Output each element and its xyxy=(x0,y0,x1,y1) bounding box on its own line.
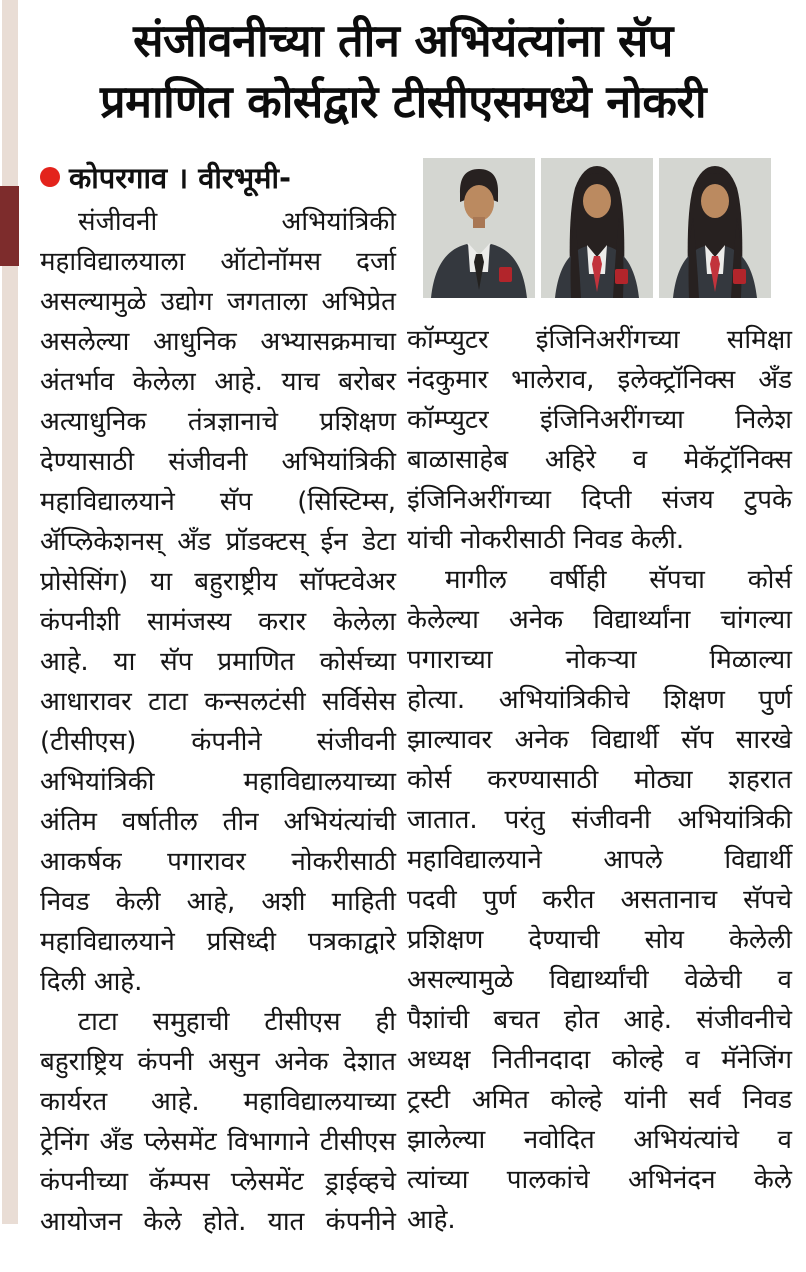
article-line: झाल्यावर अनेक विद्यार्थी सॅप सारखे xyxy=(407,725,792,755)
article-line: दिली आहे. xyxy=(40,967,143,997)
article-line: देण्यासाठी संजीवनी अभियांत्रिकी xyxy=(40,447,396,477)
article-line: कॉम्प्युटर इंजिनिअरींगच्या समिक्षा xyxy=(407,325,792,355)
right-column xyxy=(407,156,792,1240)
article-line: संजीवनी अभियांत्रिकी xyxy=(78,207,396,237)
headline xyxy=(24,10,782,132)
red-dot-icon xyxy=(40,167,60,187)
article-line: महाविद्यालयाने आपले विद्यार्थी xyxy=(407,845,792,875)
article-line: इंजिनिअरींगच्या दिप्ती संजय टुपके xyxy=(407,485,792,515)
article-line: आहे. या सॅप प्रमाणित कोर्सच्या xyxy=(40,647,396,677)
article-line: टाटा समुहाची टीसीएस ही xyxy=(78,1007,396,1037)
article-line: मागील वर्षीही सॅपचा कोर्स xyxy=(445,565,792,595)
article-line: कोर्स करण्यासाठी मोठ्या शहरात xyxy=(407,765,792,795)
article-line: महाविद्यालयाने सॅप (सिस्टिम्स, xyxy=(40,487,396,517)
article-line: कंपनीच्या कॅम्पस प्लेसमेंट ड्राईव्हचे xyxy=(40,1167,396,1197)
article-line: झालेल्या नवोदित अभियंत्यांचे व xyxy=(407,1125,792,1155)
article-line: केलेल्या अनेक विद्यार्थ्यांना चांगल्या xyxy=(407,605,792,635)
article-line: त्यांच्या पालकांचे अभिनंदन केले xyxy=(407,1165,792,1195)
article-line: प्रोसेसिंग) या बहुराष्ट्रीय सॉफ्टवेअर xyxy=(40,567,396,597)
article-line: अत्याधुनिक तंत्रज्ञानाचे प्रशिक्षण xyxy=(40,407,396,437)
article-line: अध्यक्ष नितीनदादा कोल्हे व मॅनेजिंग xyxy=(407,1045,792,1075)
article-line: आहे. xyxy=(407,1205,456,1235)
page-edge-maroon-block xyxy=(0,186,19,266)
article-line: बहुराष्ट्रिय कंपनी असुन अनेक देशात xyxy=(40,1047,396,1077)
article-line: आयोजन केले होते. यात कंपनीने xyxy=(40,1207,396,1237)
student-portrait-female-2 xyxy=(659,158,771,298)
article-line: असल्यामुळे विद्यार्थ्यांची वेळेची व xyxy=(407,965,792,995)
article-line: होत्या. अभियांत्रिकीचे शिक्षण पुर्ण xyxy=(407,685,792,715)
article-line: पदवी पुर्ण करीत असतानाच सॅपचे xyxy=(407,885,792,915)
article-line: जातात. परंतु संजीवनी अभियांत्रिकी xyxy=(407,805,792,835)
article-line: कंपनीशी सामंजस्य करार केलेला xyxy=(40,607,396,637)
article-line: बाळासाहेब अहिरे व मेकॅट्रॉनिक्स xyxy=(407,445,792,475)
left-column-text xyxy=(40,202,396,1242)
page-edge-strip xyxy=(2,0,18,1224)
article-line: (टीसीएस) कंपनीने संजीवनी xyxy=(40,727,396,757)
article-line: प्रशिक्षण देण्याची सोय केलेली xyxy=(407,925,792,955)
dateline-text: कोपरगाव । वीरभूमी- xyxy=(69,160,292,195)
article-line: नंदकुमार भालेराव, इलेक्ट्रॉनिक्स अँड xyxy=(407,365,792,395)
article-line: असल्यामुळे उद्योग जगताला अभिप्रेत xyxy=(40,287,396,317)
student-portrait-female-1 xyxy=(541,158,653,298)
left-column xyxy=(40,156,396,1242)
article-line: यांची नोकरीसाठी निवड केली. xyxy=(407,525,685,555)
article-line: कॉम्प्युटर इंजिनिअरींगच्या निलेश xyxy=(407,405,792,435)
article-line: महाविद्यालयाला ऑटोनॉमस दर्जा xyxy=(40,247,396,277)
headline-line-2: प्रमाणित कोर्सद्वारे टीसीएसमध्ये नोकरी xyxy=(100,75,706,128)
article-line: महाविद्यालयाने प्रसिध्दी पत्रकाद्वारे xyxy=(40,927,396,957)
student-portrait-male xyxy=(423,158,535,298)
article-line: पैशांची बचत होत आहे. संजीवनीचे xyxy=(407,1005,792,1035)
article-line: आकर्षक पगारावर नोकरीसाठी xyxy=(40,847,396,877)
article-line: कार्यरत आहे. महाविद्यालयाच्या xyxy=(40,1087,396,1117)
article-line: अंतिम वर्षातील तीन अभियंत्यांची xyxy=(40,807,396,837)
headline-line-1: संजीवनीच्या तीन अभियंत्यांना सॅप xyxy=(133,14,673,67)
article-line: ॲप्लिकेशनस् अँड प्रॉडक्टस् ईन डेटा xyxy=(40,527,396,557)
article-line: निवड केली आहे, अशी माहिती xyxy=(40,887,396,917)
article-line: ट्रेनिंग अँड प्लेसमेंट विभागाने टीसीएस xyxy=(40,1127,396,1157)
article-line: आधारावर टाटा कन्सलटंसी सर्विसेस xyxy=(40,687,396,717)
article-line: अंतर्भाव केलेला आहे. याच बरोबर xyxy=(40,367,396,397)
article-line: अभियांत्रिकी महाविद्यालयाच्या xyxy=(40,767,396,797)
right-column-text xyxy=(407,320,792,1240)
students-photo-strip xyxy=(423,158,772,298)
dateline xyxy=(40,156,396,198)
article-line: असलेल्या आधुनिक अभ्यासक्रमाचा xyxy=(40,327,396,357)
article-line: ट्रस्टी अमित कोल्हे यांनी सर्व निवड xyxy=(407,1085,792,1115)
article-line: पगाराच्या नोकऱ्या मिळाल्या xyxy=(407,645,792,675)
